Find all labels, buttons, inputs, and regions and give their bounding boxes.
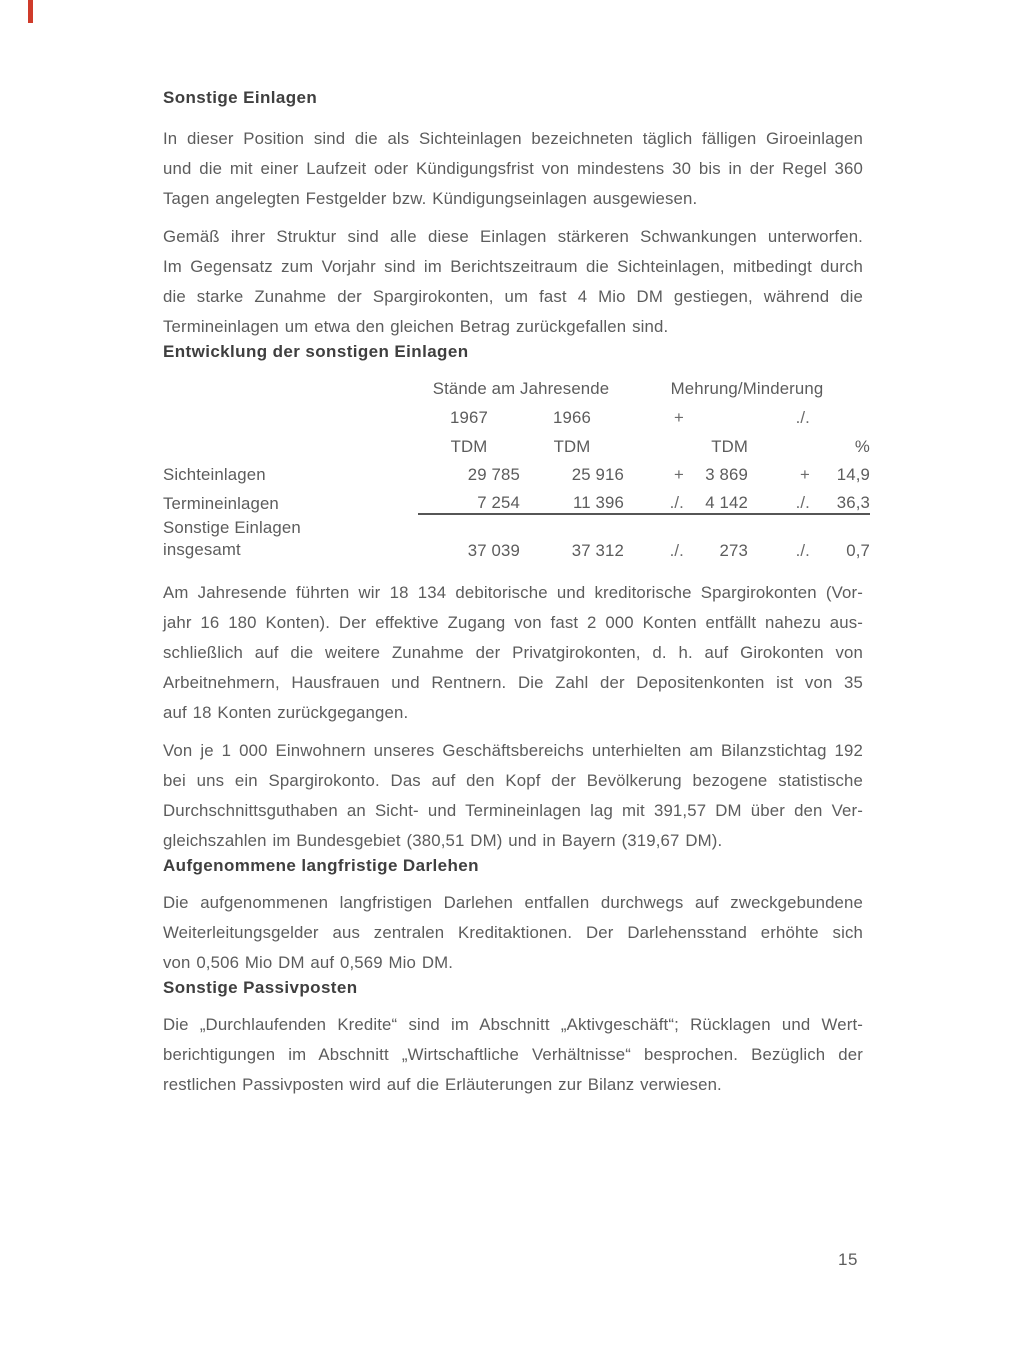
value-1966: 25 916 (571, 465, 624, 484)
value-1967: 7 254 (418, 485, 520, 514)
column-header-minus-sign: ./. (795, 408, 810, 427)
text-line: von 0,506 Mio DM auf 0,569 Mio DM. (163, 953, 454, 972)
text-line: Am Jahresende führten wir 18 134 debitorische und kreditorische Spargirokonten (Vor- (163, 583, 863, 602)
page-edge-red-mark (28, 0, 33, 23)
text-line: gleichszahlen im Bundesgebiet (380,51 DM) und in Bayern (319,67 DM). (163, 831, 723, 850)
change-value: 3 869 (705, 465, 748, 484)
empty-cell (624, 428, 684, 457)
value-1966: 37 312 (571, 541, 624, 560)
table-row-sonstige-einlagen-insgesamt (163, 514, 870, 561)
table-unit-header-row (163, 428, 870, 457)
row-label: Termineinlagen (163, 494, 279, 513)
row-label-line2: insgesamt (163, 540, 241, 559)
change-value: 4 142 (684, 485, 748, 514)
paragraph-durchschnittsguthaben (163, 736, 863, 856)
empty-cell (810, 399, 870, 428)
paragraph-struktur-schwankungen (163, 222, 863, 342)
text-line: restlichen Passivposten wird auf die Erläuterungen zur Bilanz verwiesen. (163, 1075, 722, 1094)
value-1967: 29 785 (467, 465, 520, 484)
text-line: und die mit einer Laufzeit oder Kündigungsfrist von mindestens 30 bis in der Regel 360 (163, 159, 863, 178)
percent-sign: ./. (795, 541, 810, 560)
text-line: Die aufgenommenen langfristigen Darlehen entfallen durchwegs auf zweckgebundene (163, 893, 863, 912)
change-sign: ./. (624, 485, 684, 514)
column-group-staende: Stände am Jahresende (432, 379, 610, 398)
change-value: 273 (719, 541, 748, 560)
text-line: schließlich auf die weitere Zunahme der Privatgirokonten, d. h. auf Girokonten von (163, 643, 863, 662)
text-line: Von je 1 000 Einwohnern unseres Geschäftsbereichs unterhielten am Bilanzstichtag 192 (163, 741, 863, 760)
percent-sign: ./. (748, 485, 810, 514)
empty-cell (163, 399, 418, 428)
row-label (163, 514, 418, 561)
empty-cell (748, 428, 810, 457)
table-row-sichteinlagen (163, 457, 870, 485)
text-line: die starke Zunahme der Spargirokonten, um fast 4 Mio DM gestiegen, während die (163, 287, 863, 306)
top-margin (163, 0, 863, 88)
heading-sonstige-passivposten: Sonstige Passivposten (163, 978, 358, 997)
empty-cell (163, 428, 418, 457)
text-line: Gemäß ihrer Struktur sind alle diese Einlagen stärkeren Schwankungen unterworfen. (163, 227, 863, 246)
heading-entwicklung: Entwicklung der sonstigen Einlagen (163, 342, 469, 361)
heading-sonstige-einlagen: Sonstige Einlagen (163, 88, 318, 107)
text-line: berichtigungen im Abschnitt „Wirtschaftliche Verhältnisse“ besprochen. Bezüglich der (163, 1045, 863, 1064)
paragraph-passivposten (163, 1010, 863, 1100)
paragraph-spargirokonten (163, 578, 863, 728)
column-header-1967: 1967 (450, 408, 488, 427)
paragraph-sichteinlagen-definition (163, 124, 863, 214)
column-group-mehrung-minderung: Mehrung/Minderung (670, 379, 824, 398)
page-number: 15 (838, 1250, 858, 1269)
empty-cell (163, 377, 418, 399)
unit-tdm-1967: TDM (450, 437, 488, 456)
unit-tdm-1966: TDM (553, 437, 591, 456)
unit-tdm-change: TDM (711, 437, 748, 456)
table-group-header-row (163, 377, 870, 399)
text-line: Die „Durchlaufenden Kredite“ sind im Abschnitt „Aktivgeschäft“; Rücklagen und Wert- (163, 1015, 863, 1034)
unit-percent: % (854, 437, 870, 456)
heading-aufgenommene-darlehen: Aufgenommene langfristige Darlehen (163, 856, 479, 875)
column-header-plus-sign: + (674, 408, 684, 427)
text-line: bei uns ein Spargirokonto. Das auf den Kopf der Bevölkerung bezogene statistische (163, 771, 863, 790)
percent-value: 0,7 (846, 541, 870, 560)
percent-value: 36,3 (810, 485, 870, 514)
text-line: auf 18 Konten zurückgegangen. (163, 703, 409, 722)
einlagen-entwicklung-table (163, 377, 870, 561)
empty-cell (684, 399, 748, 428)
text-line: In dieser Position sind die als Sichteinlagen bezeichneten täglich fälligen Giroeinlagen (163, 129, 863, 148)
row-label: Sichteinlagen (163, 465, 266, 484)
text-line: jahr 16 180 Konten). Der effektive Zugang von fast 2 000 Konten entfällt nahezu aus- (163, 613, 863, 632)
value-1967: 37 039 (467, 541, 520, 560)
percent-value: 14,9 (836, 465, 870, 484)
document-page (163, 0, 870, 1100)
percent-sign: + (800, 465, 810, 484)
text-line: Tagen angelegten Festgelder bzw. Kündigungseinlagen ausgewiesen. (163, 189, 698, 208)
text-line: Arbeitnehmern, Hausfrauen und Rentnern. Die Zahl der Depositenkonten ist von 35 (163, 673, 863, 692)
text-line: Weiterleitungsgelder aus zentralen Kreditaktionen. Der Darlehensstand erhöhte sich (163, 923, 863, 942)
text-line: Termineinlagen um etwa den gleichen Betrag zurückgefallen sind. (163, 317, 669, 336)
table-row-termineinlagen (163, 485, 870, 514)
column-header-1966: 1966 (553, 408, 591, 427)
table-year-header-row (163, 399, 870, 428)
value-1966: 11 396 (520, 485, 624, 514)
text-line: Durchschnittsguthaben an Sicht- und Termineinlagen lag mit 391,57 DM über den Ver- (163, 801, 863, 820)
change-sign: + (674, 465, 684, 484)
change-sign: ./. (669, 541, 684, 560)
text-line: Im Gegensatz zum Vorjahr sind im Berichtszeitraum die Sichteinlagen, mitbedingt durch (163, 257, 863, 276)
paragraph-darlehen (163, 888, 863, 978)
row-label-line1: Sonstige Einlagen (163, 518, 301, 537)
